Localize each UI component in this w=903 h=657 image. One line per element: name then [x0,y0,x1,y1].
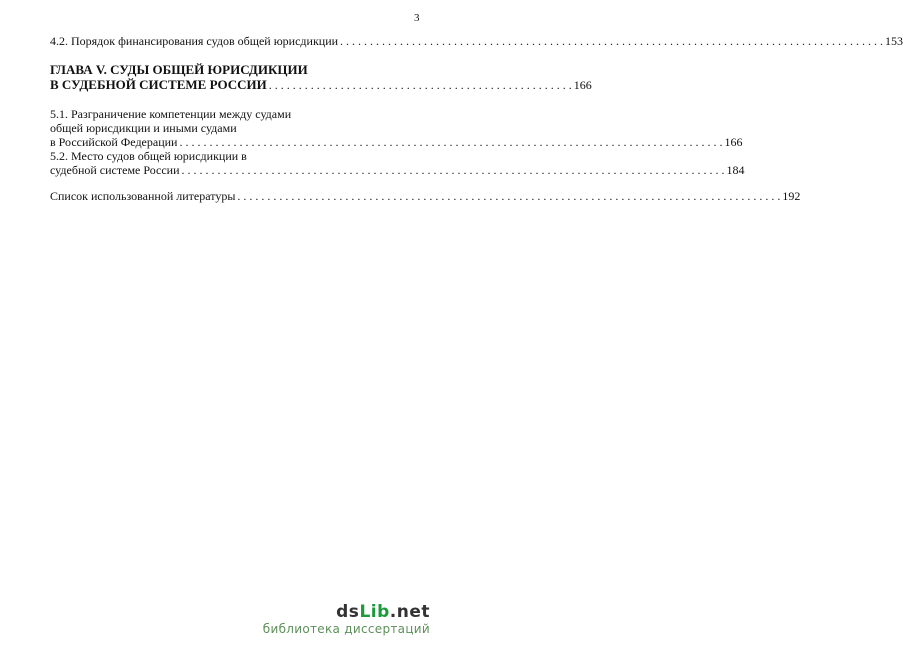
dslib-logo [263,602,430,622]
toc-entry-bibliography [50,189,801,203]
toc-entry-5-2-line-1: 5.2. Место судов общей юрисдикции в [50,149,247,163]
toc-entry-page: 184 [726,163,745,177]
chapter-title-text: В СУДЕБНОЙ СИСТЕМЕ РОССИИ [50,77,267,92]
toc-entry-5-2 [50,163,745,177]
toc-entry-page: 153 [885,34,903,48]
toc-entry-page: 166 [724,135,743,149]
logo-prefix: ds [336,602,360,622]
toc-entry-page: 192 [782,189,801,203]
watermark-subtitle: библиотека диссертаций [262,622,430,636]
toc-entry-5-1 [50,135,743,149]
toc-entry-label: в Российской Федерации [50,135,178,149]
page-number: 3 [414,12,420,24]
logo-lib: Lib [359,602,390,622]
leader-dots [237,189,780,203]
toc-entry-5-1-line-1: 5.1. Разграничение компетенции между судами [50,107,292,121]
toc-entry-label: Список использованной литературы [50,189,236,203]
toc-entry-page: 166 [573,78,592,92]
leader-dots [179,135,722,149]
dslib-watermark [263,602,430,636]
chapter-title-line-1: ГЛАВА V. СУДЫ ОБЩЕЙ ЮРИСДИКЦИИ [50,62,308,77]
leader-dots [340,34,883,48]
toc-entry-5-1-line-2: общей юрисдикции и иными судами [50,121,237,135]
toc-entry-4-2 [50,34,903,48]
toc-entry-label: 4.2. Порядок финансирования судов общей юрисдикции [50,34,339,48]
chapter-title-line-2 [50,77,592,93]
leader-dots: . . . . . . . . . . . . . . . . . . . . . . . . . . . . . . . . . . . . . . . . . . . . . . . . . . . [268,78,572,92]
toc-entry-label: судебной системе России [50,163,180,177]
logo-suffix: .net [389,602,430,622]
leader-dots [182,163,725,177]
